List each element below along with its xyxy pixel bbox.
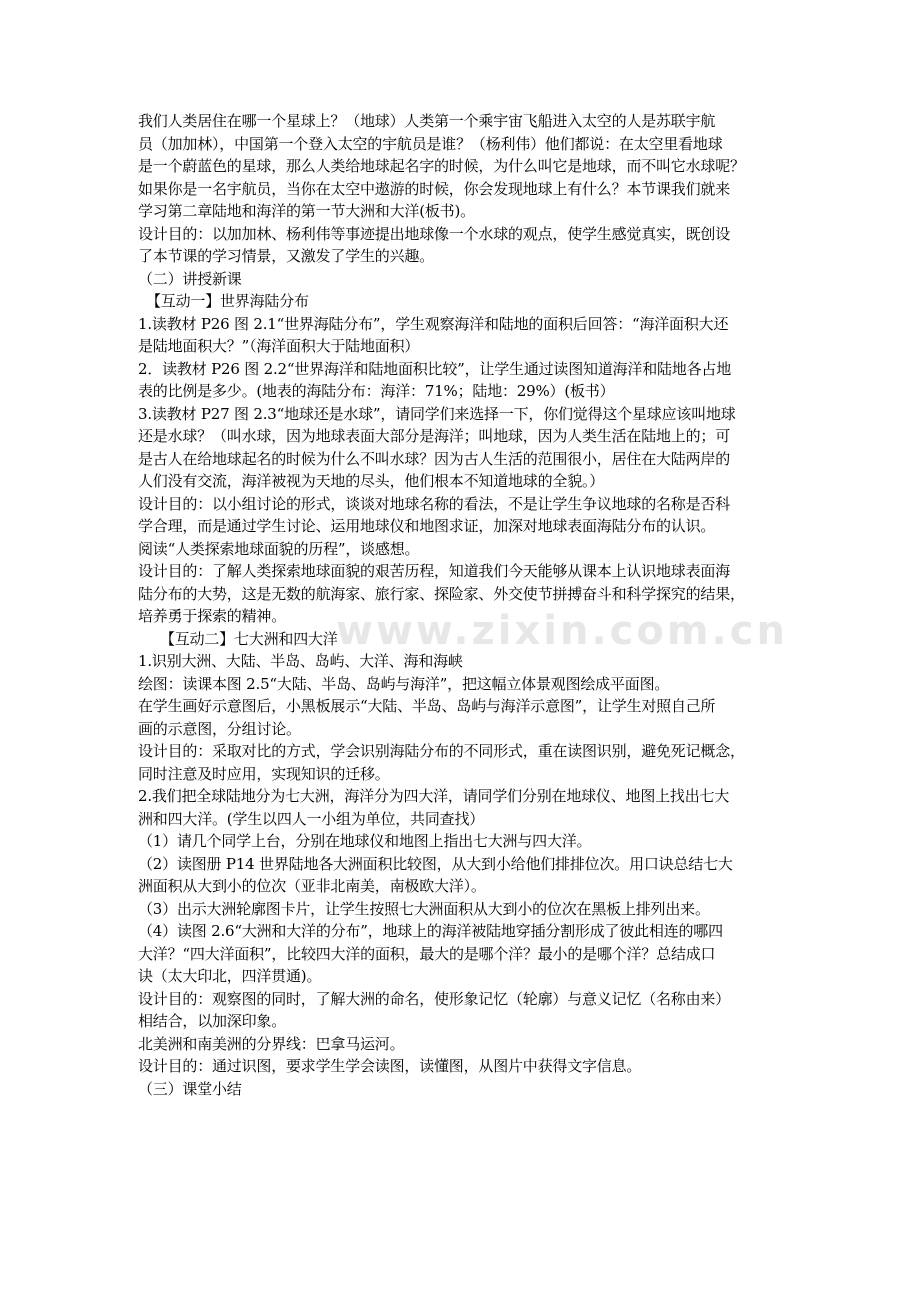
activity-heading: 【互动二】七大洲和四大洋 [160,629,338,648]
text-line: 在学生画好示意图后，小黑板展示“大陆、半岛、岛屿与海洋示意图”，让学生对照自己所 [138,697,716,715]
text-line: 是古人在给地球起名的时候为什么不叫水球？因为古人生活的范围很小，居住在大陆两岸的 [138,449,731,468]
text-line: 陆分布的大势，这是无数的航海家、旅行家、探险家、外交使节拼搏奋斗和科学探究的结果， [138,584,745,603]
text-line: 我们人类居住在哪一个星球上？（地球）人类第一个乘宇宙飞船进入太空的人是苏联宇航 [138,112,716,130]
list-item: （1）请几个同学上台，分别在地球仪和地图上指出七大洲与四大洋。 [138,832,592,850]
design-purpose-line: 设计目的：了解人类探索地球面貌的艰苦历程，知道我们今天能够从课本上认识地球表面海 [138,562,731,580]
text-line: 员（加加林），中国第一个登入太空的宇航员是谁？（杨利伟）他们都说：在太空里看地球 [138,134,723,153]
text-line: 画的示意图，分组讨论。 [138,719,301,738]
text-line: 绘图：读课本图 2.5“大陆、半岛、岛屿与海洋”，把这幅立体景观图绘成平面图。 [138,674,670,693]
design-purpose-line: 设计目的：以小组讨论的形式，谈谈对地球名称的看法，不是让学生争议地球的名称是否科 [138,494,731,513]
list-item: （4）读图 2.6“大洲和大洋的分布”，地球上的海洋被陆地穿插分割形成了彼此相连的哪四 [138,922,723,940]
text-line: 表的比例是多少。(地表的海陆分布：海洋：71%；陆地：29%）(板书） [138,382,615,400]
text-line: 了本节课的学习情景，又激发了学生的兴趣。 [138,247,435,265]
list-item: （2）读图册 P14 世界陆地各大洲面积比较图，从大到小给他们排排位次。用口诀总结七大 [138,854,733,873]
text-line: 2.我们把全球陆地分为七大洲，海洋分为四大洋，请同学们分别在地球仪、地图上找出七大 [138,787,730,805]
text-line: 1.识别大洲、大陆、半岛、岛屿、大洋、海和海峡 [138,652,463,670]
text-line: 是一个蔚蓝色的星球，那么人类给地球起名字的时候，为什么叫它是地球，而不叫它水球呢？ [138,157,745,175]
text-line: 还是水球？（叫水球，因为地球表面大部分是海洋；叫地球，因为人类生活在陆地上的；可 [138,427,731,445]
watermark: www.zixin.com.cn [336,608,788,654]
text-line: 阅读“人类探索地球面貌的历程”，谈感想。 [138,539,420,558]
text-line: 洲和四大洋。(学生以四人一小组为单位，共同查找） [138,809,485,828]
text-line: 2．读教材 P26 图 2.2“世界海洋和陆地面积比较”，让学生通过读图知道海洋和陆地各占地 [138,359,732,378]
section-heading: （二）讲授新课 [138,269,242,288]
text-line: 洲面积从大到小的位次（亚非北南美，南极欧大洋）。 [138,877,486,895]
text-line: 3.读教材 P27 图 2.3“地球还是水球”，请同学们来选择一下，你们觉得这个星球应该叫地球 [138,404,736,423]
activity-heading: 【互动一】世界海陆分布 [146,292,309,310]
design-purpose-line: 设计目的：通过识图，要求学生学会读图，读懂图，从图片中获得文字信息。 [138,1057,642,1075]
text-line: 学习第二章陆地和海洋的第一节大洲和大洋(板书)。 [138,202,475,220]
text-line: 培养勇于探索的精神。 [138,607,287,625]
text-line: 北美洲和南美洲的分界线：巴拿马运河。 [138,1034,405,1053]
document-page [138,110,786,1100]
design-purpose-line: 设计目的：以加加林、杨利伟等事迹提出地球像一个水球的观点，使学生感觉真实，既创设 [138,224,731,243]
text-line: 1.读教材 P26 图 2.1“世界海陆分布”，学生观察海洋和陆地的面积后回答：“海洋面积大还 [138,314,729,333]
section-heading: （三）课堂小结 [138,1079,242,1098]
text-line: 是陆地面积大？”（海洋面积大于陆地面积） [138,337,420,355]
text-line: 如果你是一名宇航员，当你在太空中遨游的时候，你会发现地球上有什么？本节课我们就来 [138,179,731,198]
design-purpose-line: 设计目的：观察图的同时，了解大洲的命名，使形象记忆（轮廓）与意义记忆（名称由来） [138,989,731,1008]
text-line: 人们没有交流，海洋被视为天地的尽头，他们根本不知道地球的全貌。） [138,472,605,490]
text-line: 诀（太大印北，四洋贯通)。 [138,967,322,985]
text-line: 相结合，以加深印象。 [138,1012,287,1030]
design-purpose-line: 设计目的：采取对比的方式，学会识别海陆分布的不同形式，重在读图识别，避免死记概念， [138,742,745,760]
list-item: （3）出示大洲轮廓图卡片，让学生按照七大洲面积从大到小的位次在黑板上排列出来。 [138,899,710,918]
text-line: 学合理，而是通过学生讨论、运用地球仪和地图求证，加深对地球表面海陆分布的认识。 [138,517,716,535]
text-line: 同时注意及时应用，实现知识的迁移。 [138,764,390,783]
text-line: 大洋？“四大洋面积”，比较四大洋的面积，最大的是哪个洋？最小的是哪个洋？总结成口 [138,944,716,963]
